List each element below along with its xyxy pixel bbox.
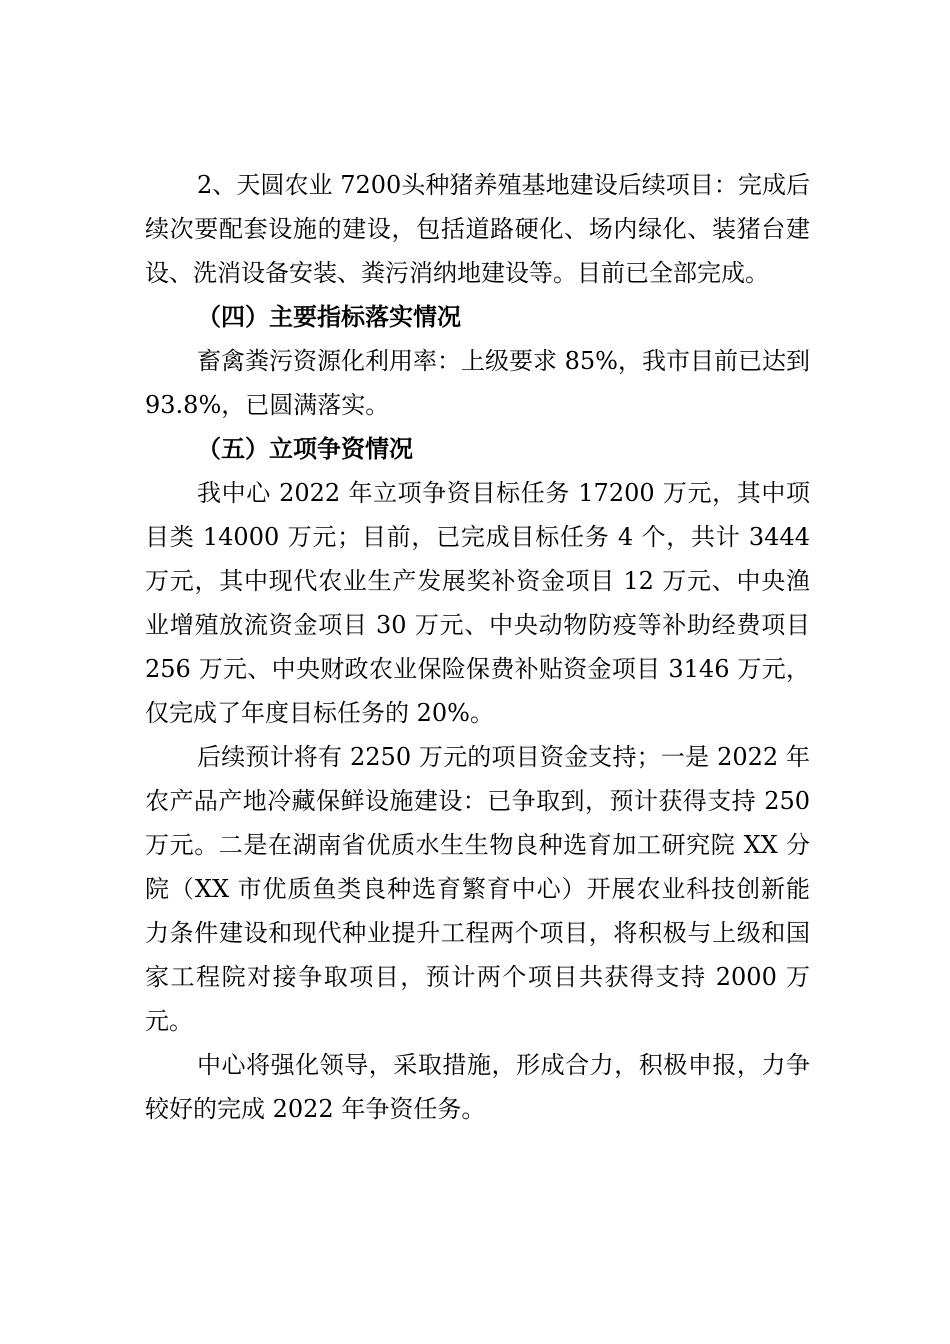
paragraph-manure-utilization: 畜禽粪污资源化利用率：上级要求 85%，我市目前已达到 93.8%，已圆满落实。 bbox=[145, 347, 810, 419]
paragraph-funding-targets: 我中心 2022 年立项争资目标任务 17200 万元，其中项目类 14000 万元；目前，已完成目标任务 4 个，共计 3444 万元，其中现代农业生产发展奖补资金项目 12 万元、中央渔业增殖放流资金项目 30 万元、中央动物防疫等补助经费项目 256 万元、中央财政农业保险保费补贴资金项目 3146 万元，仅完成了年度目标任务的 20%。 bbox=[145, 479, 810, 727]
paragraph-tianyuan-project: 2、天圆农业 7200头种猪养殖基地建设后续项目：完成后续次要配套设施的建设，包括道路硬化、场内绿化、装猪台建设、洗消设备安装、粪污消纳地建设等。目前已全部完成。 bbox=[145, 171, 810, 287]
document-body bbox=[145, 163, 810, 1131]
paragraph-future-funding: 后续预计将有 2250 万元的项目资金支持；一是 2022 年农产品产地冷藏保鲜设施建设：已争取到，预计获得支持 250 万元。二是在湖南省优质水生生物良种选育加工研究院 XX 分院（XX 市优质鱼类良种选育繁育中心）开展农业科技创新能力条件建设和现代种业提升工程两个项目，将积极与上级和国家工程院对接争取项目，预计两个项目共获得支持 2000 万元。 bbox=[145, 743, 810, 1035]
paragraph-closing: 中心将强化领导，采取措施，形成合力，积极申报，力争较好的完成 2022 年争资任务。 bbox=[145, 1051, 810, 1123]
heading-funding-status: （五）立项争资情况 bbox=[197, 434, 413, 463]
heading-key-indicators: （四）主要指标落实情况 bbox=[197, 302, 461, 331]
